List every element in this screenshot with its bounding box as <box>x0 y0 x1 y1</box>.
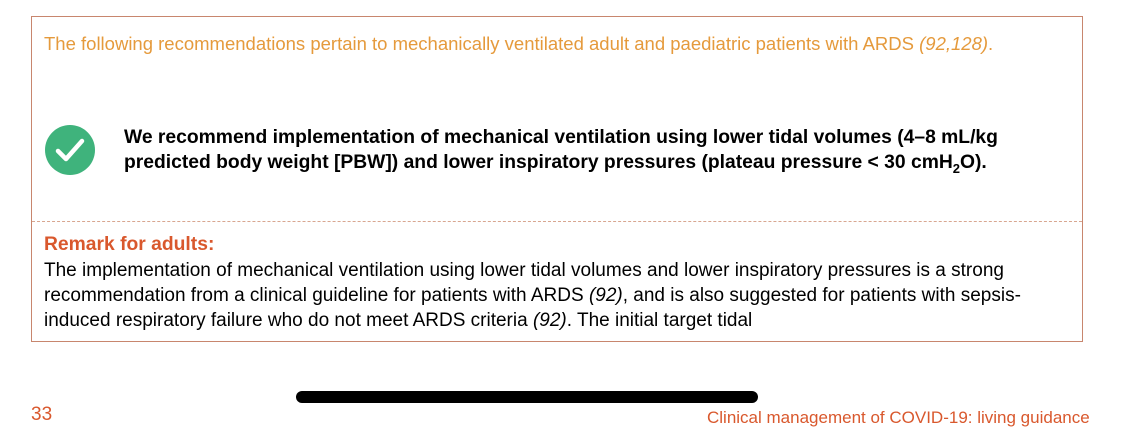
remark-text-1: The implementation of mechanical ventilation using lower tidal volumes and lower inspiratory pressures is a strong recommendation from a clinical guideline for patients with ARDS <box>44 260 1004 306</box>
recommendation-text-end: O). <box>960 152 987 173</box>
recommendation-box <box>31 16 1083 342</box>
checkmark-icon <box>45 125 95 175</box>
intro-text <box>44 31 1064 56</box>
remark-text-2: , and is also suggested for patients with sepsis-induced respiratory failure who do not meet ARDS criteria <box>44 285 1021 331</box>
recommendation-text: We recommend implementation of mechanical ventilation using lower tidal volumes (4–8 mL/kg predicted body weight [PBW]) and lower inspiratory pressures (plateau pressure < 30 cmH <box>124 127 998 173</box>
home-indicator[interactable] <box>296 391 758 403</box>
remark-citation-2: (92) <box>532 310 567 331</box>
subscript-2: 2 <box>952 160 960 176</box>
intro-sentence: The following recommendations pertain to mechanically ventilated adult and paediatric patients with ARDS <box>44 33 920 54</box>
intro-citation: (92,128) <box>919 33 989 54</box>
recommendation-statement <box>124 125 1064 181</box>
page-number: 33 <box>31 404 53 425</box>
remark-text-3: . The initial target tidal <box>566 310 753 331</box>
intro-end: . <box>988 33 994 54</box>
remark-citation-1: (92) <box>588 285 623 306</box>
running-footer: Clinical management of COVID-19: living guidance <box>707 408 1090 427</box>
remark-heading: Remark for adults: <box>44 234 215 255</box>
remark-body <box>44 258 1074 333</box>
dashed-divider <box>32 221 1082 222</box>
